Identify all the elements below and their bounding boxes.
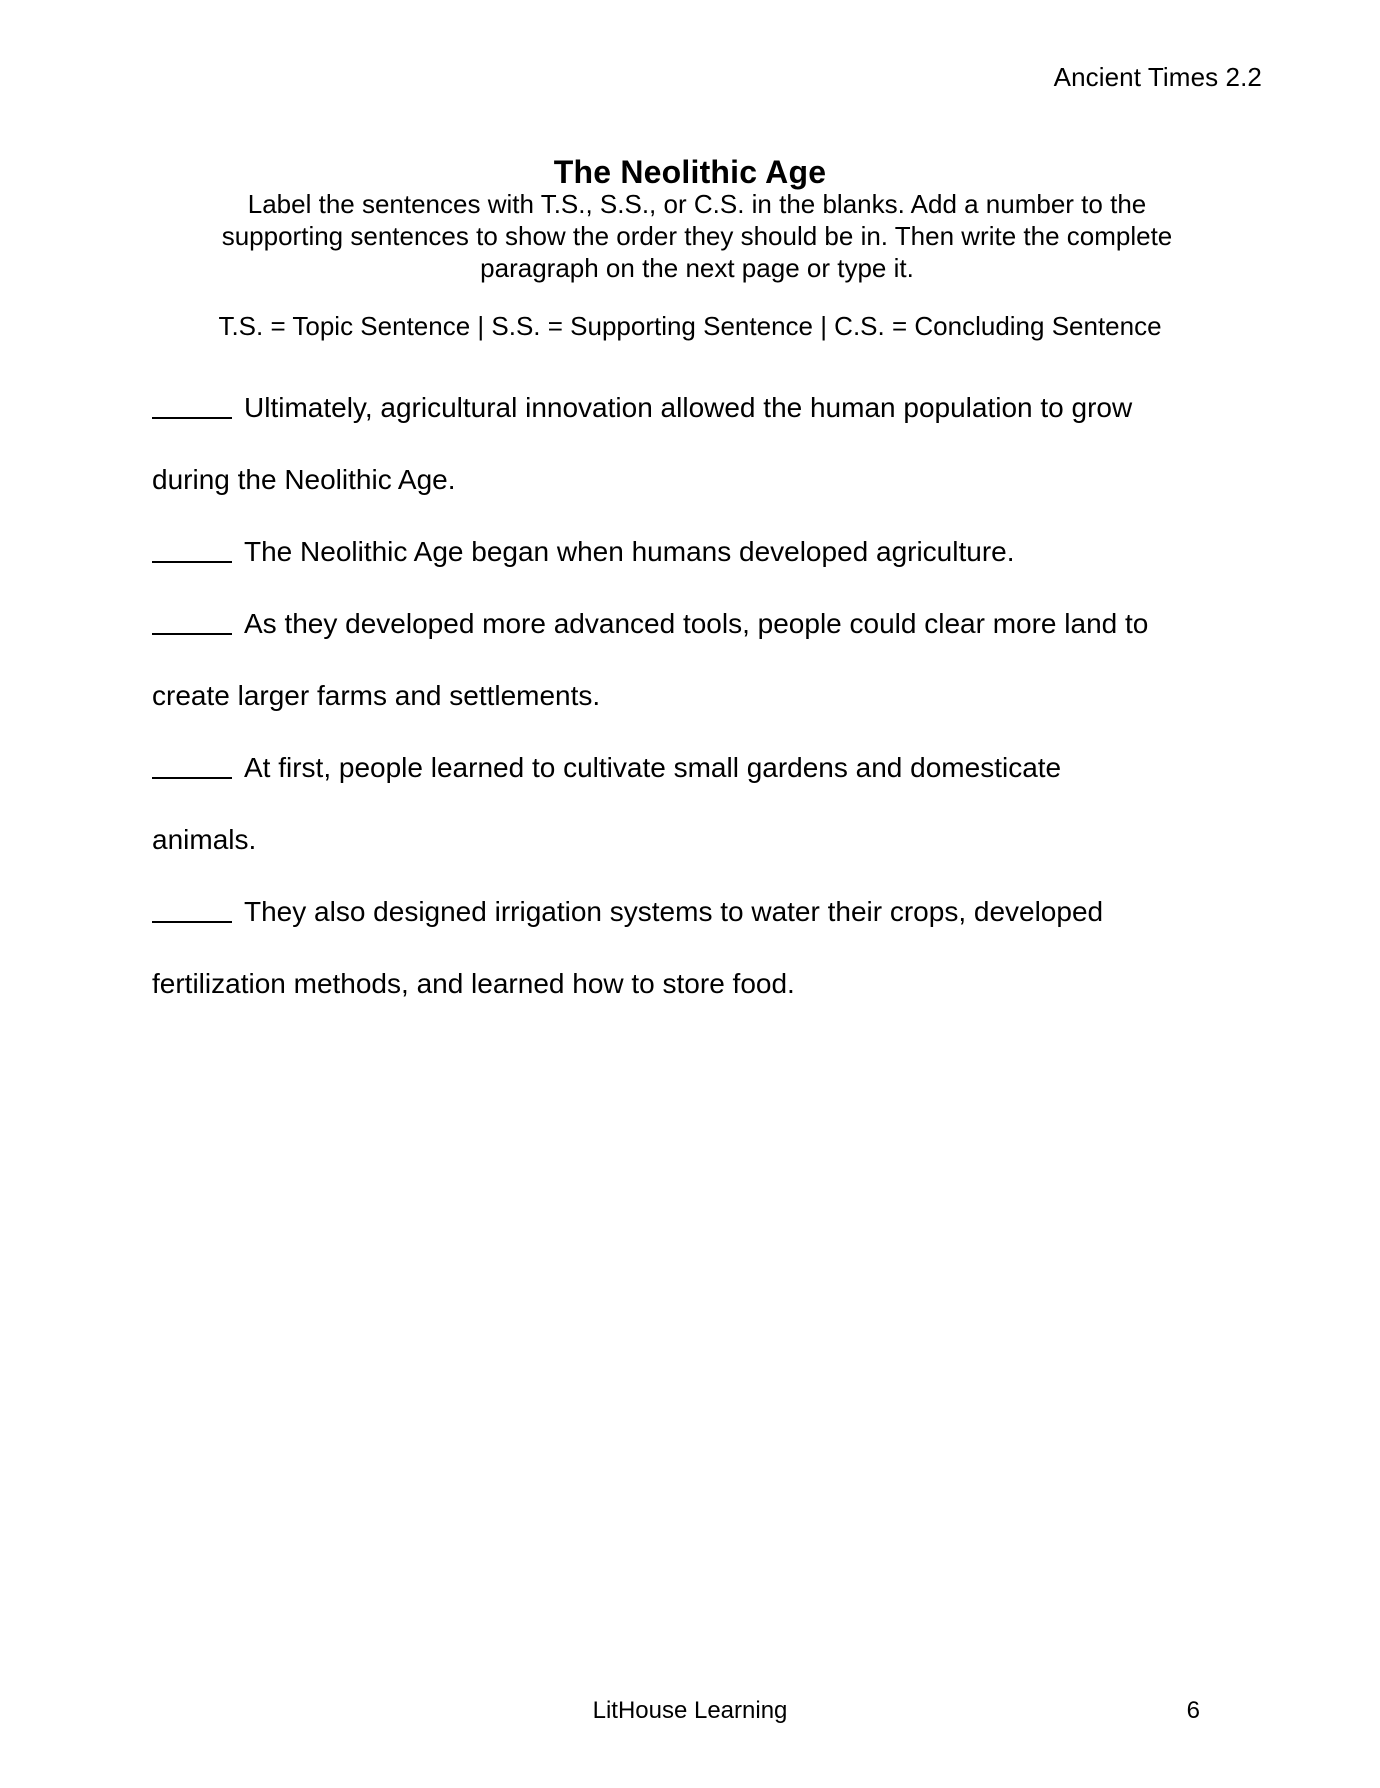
page-title: The Neolithic Age (553, 154, 827, 191)
publisher-name: LitHouse Learning (592, 1697, 788, 1724)
page-number: 6 (1186, 1697, 1200, 1724)
sentence-item (152, 372, 1172, 516)
label-blank-input[interactable] (152, 893, 232, 923)
sentence-text: The Neolithic Age began when humans developed agriculture. (244, 536, 1015, 567)
unit-label: Ancient Times 2.2 (1053, 62, 1262, 92)
sentence-text: They also designed irrigation systems to water their crops, developed fertilization methods, and learned how to store food. (152, 896, 1104, 999)
label-blank-input[interactable] (152, 749, 232, 779)
abbreviation-legend: T.S. = Topic Sentence | S.S. = Supporting Sentence | C.S. = Concluding Sentence (218, 311, 1162, 341)
sentence-item (152, 876, 1172, 1020)
label-blank-input[interactable] (152, 533, 232, 563)
document-header (0, 62, 1262, 92)
sentence-text: At first, people learned to cultivate small gardens and domesticate animals. (152, 752, 1062, 855)
label-blank-input[interactable] (152, 389, 232, 419)
sentence-item (152, 516, 1172, 588)
document-footer (140, 1696, 1240, 1728)
sentence-item (152, 732, 1172, 876)
instructions-line-2: supporting sentences to show the order they should be in. Then write the complete (221, 221, 1173, 251)
sentence-text: As they developed more advanced tools, people could clear more land to create larger farms and settlements. (152, 608, 1149, 711)
instructions-line-3: paragraph on the next page or type it. (480, 253, 914, 283)
sentence-item (152, 588, 1172, 732)
label-blank-input[interactable] (152, 605, 232, 635)
instructions-block (182, 188, 1212, 284)
sentence-list (152, 372, 1172, 1020)
sentence-text: Ultimately, agricultural innovation allowed the human population to grow during the Neolithic Age. (152, 392, 1133, 495)
instructions-line-1: Label the sentences with T.S., S.S., or C.S. in the blanks. Add a number to the (247, 189, 1147, 219)
